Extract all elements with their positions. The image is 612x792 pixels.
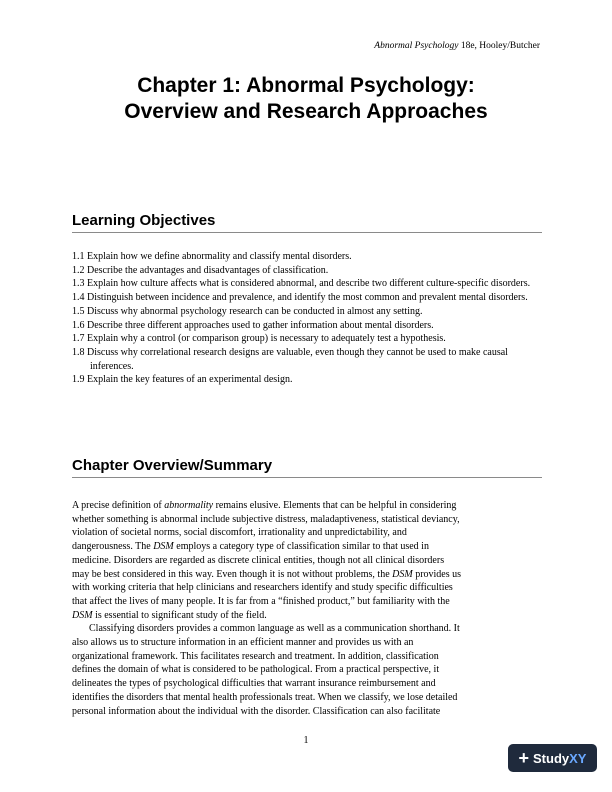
text-run: employs a category type of classification similar to that used in	[173, 541, 429, 553]
text-run-italic: abnormality	[164, 500, 214, 511]
text-run-italic: DSM	[72, 609, 93, 621]
studyxy-badge[interactable]	[508, 744, 597, 772]
overview-line: Classifying disorders provides a common language as well as a communication shorthand. It	[89, 623, 460, 635]
overview-line	[72, 609, 542, 623]
overview-line: defines the domain of what is considered to be pathological. From a practical perspective, it	[72, 664, 440, 676]
overview-line: violation of societal norms, social discomfort, irrationality and unpredictability, and	[72, 527, 407, 539]
badge-xy-text: XY	[569, 750, 587, 766]
objective-item: 1.4 Distinguish between incidence and prevalence, and identify the most common and prevalent mental disorders.	[72, 292, 528, 304]
objective-item: 1.2 Describe the advantages and disadvantages of classification.	[72, 264, 329, 276]
chapter-title-line-1: Chapter 1: Abnormal Psychology:	[137, 74, 475, 97]
overview-line: identifies the disorders that mental health professionals treat. When we classify, we lose detailed	[72, 691, 458, 703]
objective-item: 1.5 Discuss why abnormal psychology research can be conducted in almost any setting.	[72, 305, 423, 317]
text-run: is essential to significant study of the field.	[92, 609, 267, 621]
overview-line: personal information about the individual with the disorder. Classification can also facilitate	[72, 705, 441, 717]
overview-line: organizational framework. This facilitates research and treatment. In addition, classification	[72, 650, 439, 662]
overview-line: with working criteria that help clinicians and researchers identify and study specific difficulties	[72, 582, 453, 594]
text-run-italic: DSM	[153, 541, 174, 553]
book-title: Abnormal Psychology	[374, 41, 459, 51]
learning-objectives-list	[72, 250, 542, 387]
page-number: 1	[303, 735, 309, 746]
chapter-overview-heading: Chapter Overview/Summary	[72, 457, 542, 478]
badge-study-text: Study	[533, 750, 570, 766]
plus-icon: +	[518, 748, 530, 768]
chapter-title-line-2: Overview and Research Approaches	[124, 100, 488, 123]
objective-item: 1.6 Describe three different approaches used to gather information about mental disorders.	[72, 319, 434, 331]
text-run-italic: DSM	[392, 568, 413, 580]
text-run: provides us	[412, 568, 462, 580]
text-run: A precise definition of	[72, 500, 165, 511]
overview-line	[72, 540, 542, 554]
text-run: dangerousness. The	[72, 541, 154, 553]
chapter-overview-text	[72, 499, 542, 718]
learning-objectives-heading: Learning Objectives	[72, 212, 542, 233]
objective-item: 1.9 Explain the key features of an experimental design.	[72, 374, 293, 386]
objective-item: 1.1 Explain how we define abnormality and classify mental disorders.	[72, 251, 352, 262]
running-header	[374, 40, 540, 52]
objective-item: 1.7 Explain why a control (or comparison group) is necessary to adequately test a hypothesis.	[72, 333, 446, 345]
objective-item: 1.3 Explain how culture affects what is considered abnormal, and describe two different culture-specific disorders.	[72, 278, 531, 290]
overview-line	[72, 568, 542, 582]
overview-line: also allows us to structure information in an efficient manner and provides us with an	[72, 637, 414, 649]
edition-authors: 18e, Hooley/Butcher	[458, 41, 540, 51]
text-run: may be best considered in this way. Even though it is not without problems, the	[72, 568, 393, 580]
chapter-title	[40, 73, 572, 125]
overview-line: delineates the types of psychological difficulties that warrant insurance reimbursement and	[72, 678, 436, 690]
objective-item: 1.8 Discuss why correlational research designs are valuable, even though they cannot be used to make causal inferences.	[72, 346, 508, 372]
overview-line: that affect the lives of many people. It is far from a “finished product,” but familiarity with the	[72, 595, 450, 607]
overview-line: medicine. Disorders are regarded as discrete clinical entities, though not all clinical disorders	[72, 554, 445, 566]
overview-line: whether something is abnormal include subjective distress, maladaptiveness, statistical deviancy,	[72, 513, 460, 525]
text-run: remains elusive. Elements that can be helpful in considering	[213, 500, 457, 511]
overview-line	[72, 499, 542, 513]
